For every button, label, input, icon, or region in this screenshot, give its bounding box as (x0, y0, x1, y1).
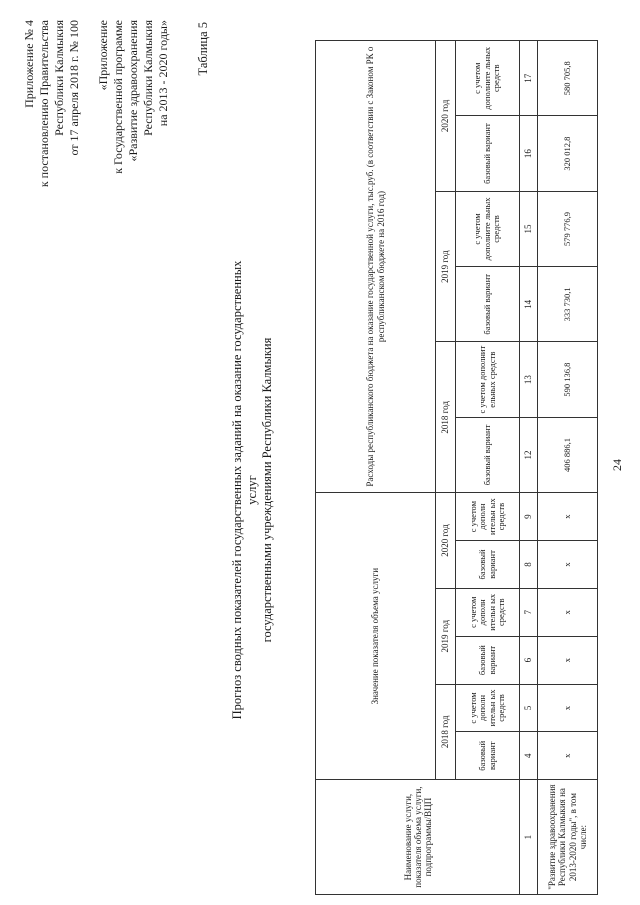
year-header: 2020 год (436, 493, 456, 589)
subheader-base: базовый вариант (456, 417, 520, 492)
column-number: 14 (520, 267, 538, 342)
subheader-extra: с учетом дополн ительн ых средств (456, 588, 520, 636)
subheader-extra: с учетом дополнит ельных средств (456, 342, 520, 417)
group-header-volume: Значение показателя объема услуги (316, 493, 436, 780)
header-line: Республики Калмыкия (141, 20, 155, 136)
year-header: 2018 год (436, 342, 456, 493)
year-header: 2018 год (436, 684, 456, 780)
subheader-base: базовый вариант (456, 116, 520, 191)
document-title (230, 255, 275, 725)
header-line: Республики Калмыкия (52, 20, 66, 136)
group-header-budget: Расходы республиканского бюджета на оказание государственной услуги, тыс.руб. (в соответствии с Законом РК о республиканском бюджете на 2016 год) (316, 41, 436, 493)
column-number: 8 (520, 541, 538, 589)
table-cell: 406 886,1 (538, 417, 598, 492)
table-cell: 579 776,9 (538, 191, 598, 266)
table-cell: 580 705,8 (538, 41, 598, 116)
table-cell: 333 730,1 (538, 267, 598, 342)
subheader-extra: с учетом дополн ительн ых средств (456, 493, 520, 541)
column-number: 17 (520, 41, 538, 116)
column-number: 6 (520, 636, 538, 684)
subheader-base: базовый вариант (456, 541, 520, 589)
subheader-base: базовый вариант (456, 732, 520, 780)
page-number: 24 (610, 459, 624, 471)
table-cell: x (538, 732, 598, 780)
forecast-table (315, 40, 598, 895)
header-line: на 2013 - 2020 годы» (156, 20, 170, 127)
header-line: «Приложение (96, 20, 110, 91)
subheader-extra: с учетом дополните льных средств (456, 191, 520, 266)
year-header: 2019 год (436, 588, 456, 684)
header-line: к постановлению Правительства (37, 20, 51, 188)
appendix-header (22, 20, 171, 235)
column-number: 9 (520, 493, 538, 541)
subheader-extra: с учетом дополните льных средств (456, 41, 520, 116)
column-number: 4 (520, 732, 538, 780)
column-number: 1 (520, 780, 538, 895)
subheader-base: базовый вариант (456, 636, 520, 684)
header-line: к Государственной программе (111, 20, 125, 174)
table-label: Таблица 5 (196, 22, 210, 76)
column-number: 5 (520, 684, 538, 732)
header-line: «Развитие здравоохранения (126, 20, 140, 162)
table-cell: x (538, 588, 598, 636)
column-number: 13 (520, 342, 538, 417)
subheader-extra: с учетом дополн ительн ых средств (456, 684, 520, 732)
column-number: 15 (520, 191, 538, 266)
column-header-name: Наименование услуги, показателя объема услуги, подпрограммы/ВЦП (316, 780, 520, 895)
title-line: государственными учреждениями Республики Калмыкия (260, 337, 274, 643)
year-header: 2020 год (436, 41, 456, 192)
subheader-base: базовый вариант (456, 267, 520, 342)
table-row-name: "Развитие здравоохранения Республики Калмыкия на 2013-2020 годы", в том числе: (538, 780, 598, 895)
column-number: 12 (520, 417, 538, 492)
year-header: 2019 год (436, 191, 456, 342)
column-number: 7 (520, 588, 538, 636)
table-cell: x (538, 684, 598, 732)
title-line: Прогноз сводных показателей государственных заданий на оказание государственных услуг (230, 260, 259, 720)
table-cell: 320 012,8 (538, 116, 598, 191)
table-cell: x (538, 636, 598, 684)
table-cell: x (538, 541, 598, 589)
column-number: 16 (520, 116, 538, 191)
table-cell: 590 136,8 (538, 342, 598, 417)
table-cell: x (538, 493, 598, 541)
header-line: Приложение № 4 (22, 20, 36, 108)
header-line: от 17 апреля 2018 г. № 100 (67, 20, 81, 156)
